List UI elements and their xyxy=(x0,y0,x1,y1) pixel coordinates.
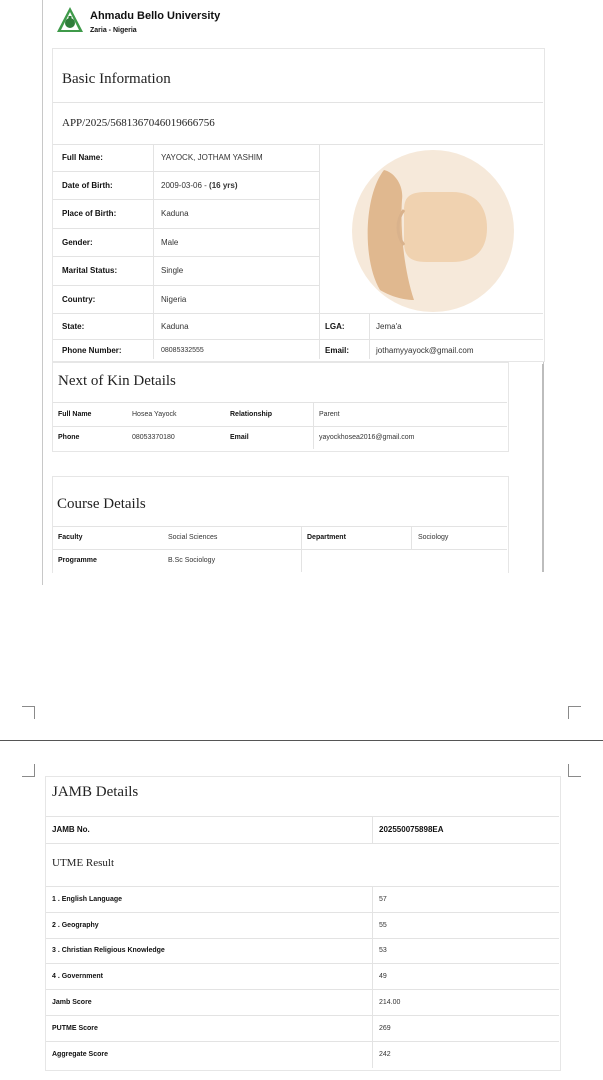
table-row-divider xyxy=(46,963,559,964)
crop-mark xyxy=(568,764,581,777)
table-row-divider xyxy=(53,426,507,427)
lga-value: Jema'a xyxy=(376,322,402,331)
aggregate-score-label: Aggregate Score xyxy=(52,1051,109,1058)
page-right-shadow xyxy=(542,364,544,572)
page-break-line xyxy=(0,740,603,741)
putme-score-label: PUTME Score xyxy=(52,1025,98,1032)
divider xyxy=(53,102,543,103)
jamb-score-label: Jamb Score xyxy=(52,999,92,1006)
nok-relationship-value: Parent xyxy=(319,411,340,418)
table-row-divider xyxy=(46,816,559,817)
subject-3-label: 3 . Christian Religious Knowledge xyxy=(52,947,165,954)
gender-value: Male xyxy=(161,238,179,247)
passport-photo xyxy=(352,150,514,312)
table-col-divider xyxy=(411,526,412,549)
next-of-kin-title: Next of Kin Details xyxy=(58,373,176,389)
table-row-divider xyxy=(53,199,319,200)
basic-information-title: Basic Information xyxy=(62,71,171,87)
university-location: Zaria - Nigeria xyxy=(90,27,137,34)
course-details-title: Course Details xyxy=(57,496,146,512)
table-col-divider xyxy=(369,313,370,359)
phone-number-value: 08085332555 xyxy=(161,347,204,354)
table-row-divider xyxy=(46,1015,559,1016)
subject-2-label: 2 . Geography xyxy=(52,922,99,929)
divider xyxy=(53,144,543,145)
dob-value xyxy=(161,181,238,190)
table-row-divider xyxy=(46,938,559,939)
university-name: Ahmadu Bello University xyxy=(90,10,221,22)
table-row-divider xyxy=(53,339,543,340)
table-row-divider xyxy=(53,256,319,257)
department-label: Department xyxy=(307,534,346,541)
university-logo-icon xyxy=(56,6,84,34)
phone-number-label: Phone Number: xyxy=(62,346,122,355)
faculty-label: Faculty xyxy=(58,534,83,541)
nok-full-name-label: Full Name xyxy=(58,411,92,418)
full-name-label: Full Name: xyxy=(62,153,103,162)
crop-mark xyxy=(568,706,581,719)
table-col-divider xyxy=(319,144,320,359)
place-of-birth-value: Kaduna xyxy=(161,209,189,218)
jamb-score-value: 214.00 xyxy=(379,999,401,1006)
marital-status-value: Single xyxy=(161,266,184,275)
jamb-details-card xyxy=(45,776,561,1071)
nok-phone-label: Phone xyxy=(58,434,80,441)
jamb-no-label: JAMB No. xyxy=(52,825,90,834)
subject-2-score: 55 xyxy=(379,922,387,929)
table-row-divider xyxy=(53,402,507,403)
table-col-divider xyxy=(301,526,302,572)
subject-4-score: 49 xyxy=(379,973,387,980)
marital-status-label: Marital Status: xyxy=(62,266,118,275)
crop-mark xyxy=(22,706,35,719)
table-row-divider xyxy=(53,228,319,229)
nok-full-name-value: Hosea Yayock xyxy=(132,411,177,418)
course-details-card xyxy=(52,476,509,573)
dob-label: Date of Birth: xyxy=(62,181,113,190)
department-value: Sociology xyxy=(418,534,449,541)
table-row-divider xyxy=(46,843,559,844)
jamb-no-value: 202550075898EA xyxy=(379,825,444,834)
programme-value: B.Sc Sociology xyxy=(168,557,216,564)
email-label: Email: xyxy=(325,346,350,355)
nok-email-label: Email xyxy=(230,434,249,441)
table-row-divider xyxy=(46,886,559,887)
table-row-divider xyxy=(53,313,543,314)
page-left-border xyxy=(42,0,43,585)
table-row-divider xyxy=(46,989,559,990)
gender-label: Gender: xyxy=(62,238,93,247)
table-col-divider xyxy=(313,402,314,449)
programme-label: Programme xyxy=(58,557,97,564)
table-row-divider xyxy=(46,1041,559,1042)
country-label: Country: xyxy=(62,295,96,304)
table-row-divider xyxy=(46,912,559,913)
subject-1-label: 1 . English Language xyxy=(52,896,123,903)
crop-mark xyxy=(22,764,35,777)
subject-4-label: 4 . Government xyxy=(52,973,103,980)
putme-score-value: 269 xyxy=(379,1025,391,1032)
utme-result-title: UTME Result xyxy=(52,857,115,869)
country-value: Nigeria xyxy=(161,295,187,304)
email-value: jothamyyayock@gmail.com xyxy=(376,346,474,355)
jamb-details-title: JAMB Details xyxy=(52,784,139,800)
subject-1-score: 57 xyxy=(379,896,387,903)
lga-label: LGA: xyxy=(325,322,345,331)
dob-age: (16 yrs) xyxy=(209,181,238,190)
subject-3-score: 53 xyxy=(379,947,387,954)
faculty-value: Social Sciences xyxy=(168,534,218,541)
table-row-divider xyxy=(53,549,507,550)
table-row-divider xyxy=(53,285,319,286)
table-row-divider xyxy=(53,171,319,172)
table-row-divider xyxy=(53,526,507,527)
place-of-birth-label: Place of Birth: xyxy=(62,209,117,218)
nok-email-value: yayockhosea2016@gmail.com xyxy=(319,434,415,441)
dob-date: 2009-03-06 - xyxy=(161,181,207,190)
table-col-divider xyxy=(153,144,154,359)
table-col-divider xyxy=(372,816,373,843)
aggregate-score-value: 242 xyxy=(379,1051,391,1058)
full-name-value: YAYOCK, JOTHAM YASHIM xyxy=(161,153,263,162)
state-value: Kaduna xyxy=(161,322,189,331)
nok-phone-value: 08053370180 xyxy=(132,434,175,441)
state-label: State: xyxy=(62,322,85,331)
application-number: APP/2025/5681367046019666756 xyxy=(62,117,215,129)
nok-relationship-label: Relationship xyxy=(230,411,273,418)
